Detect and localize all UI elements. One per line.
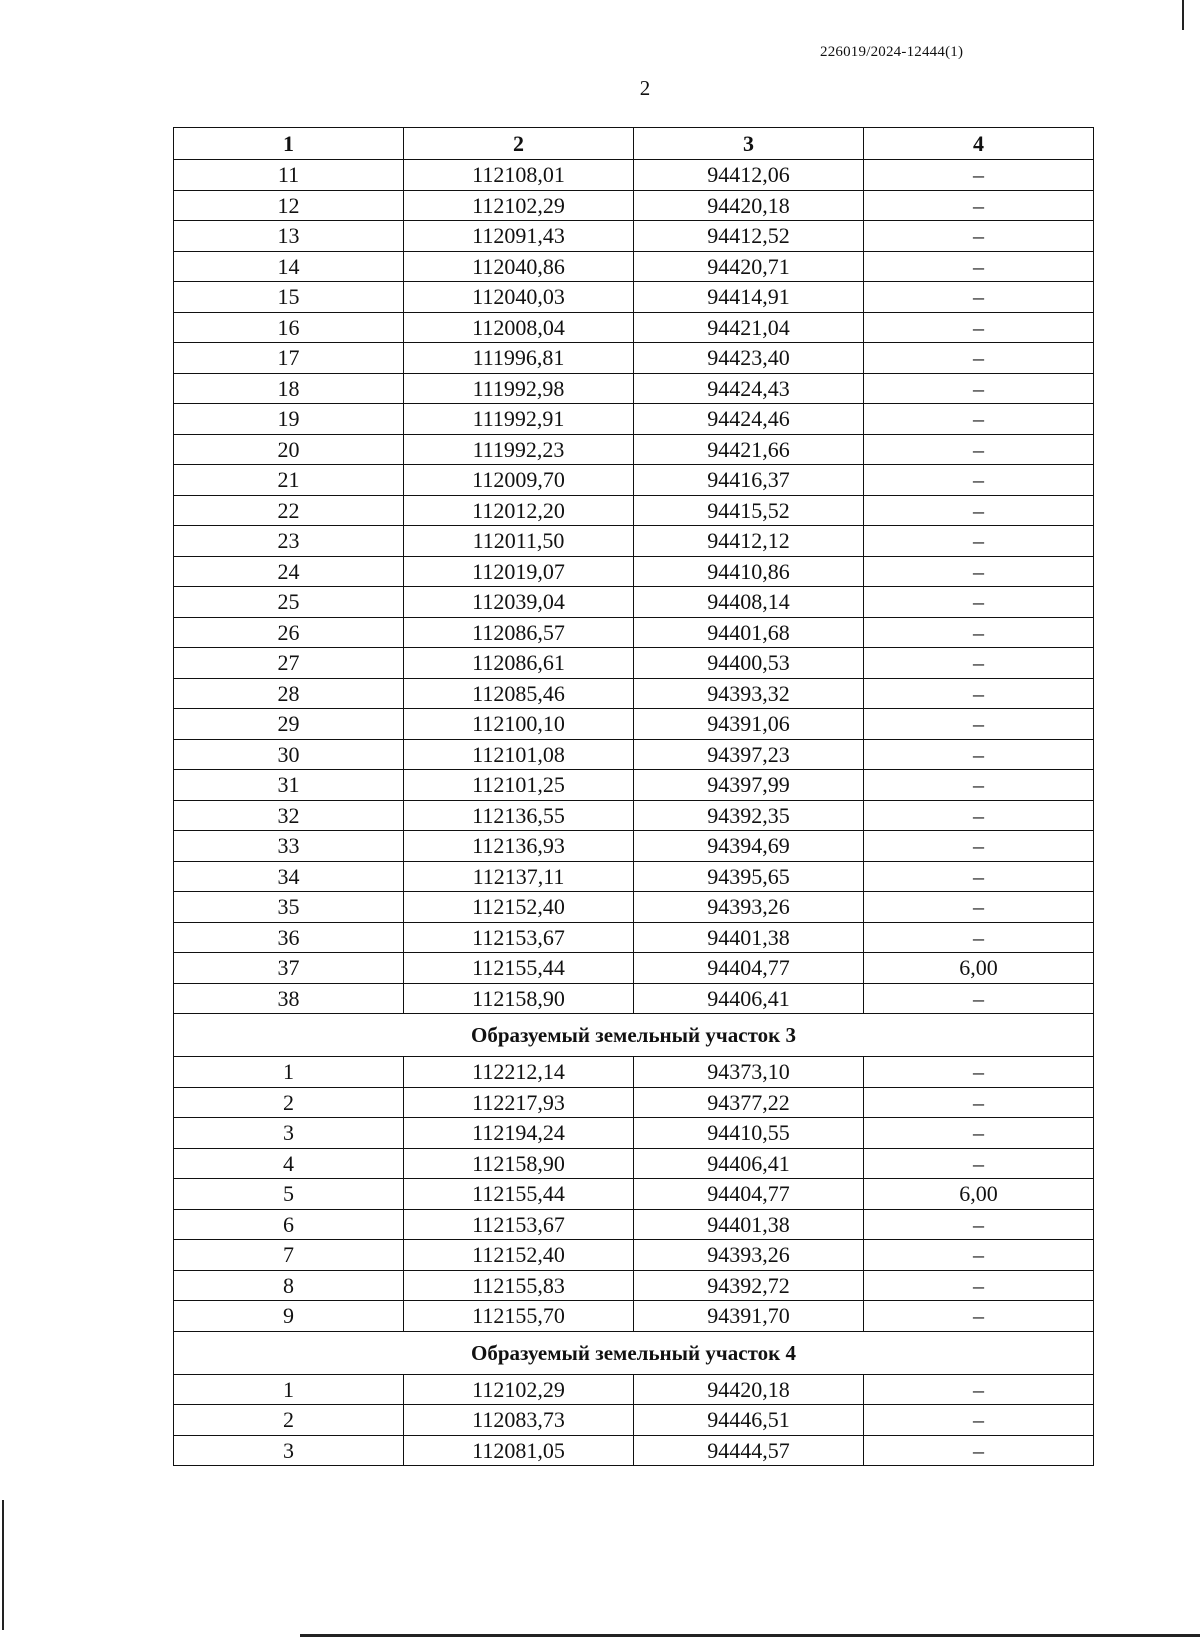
table-cell: 17	[174, 343, 404, 374]
table-cell: 112040,03	[404, 282, 634, 313]
table-row	[174, 709, 1094, 740]
table-cell: –	[864, 526, 1094, 557]
table-cell: 94397,23	[634, 739, 864, 770]
table-cell: 112011,50	[404, 526, 634, 557]
table-row	[174, 1374, 1094, 1405]
column-header: 1	[174, 128, 404, 160]
table-cell: –	[864, 1405, 1094, 1436]
table-cell: 8	[174, 1270, 404, 1301]
table-cell: 14	[174, 251, 404, 282]
table-cell: 19	[174, 404, 404, 435]
table-cell: 31	[174, 770, 404, 801]
table-cell: 94412,06	[634, 160, 864, 191]
table-row	[174, 434, 1094, 465]
table-cell: 112086,57	[404, 617, 634, 648]
table-cell: 24	[174, 556, 404, 587]
table-cell: 21	[174, 465, 404, 496]
table-cell: 36	[174, 922, 404, 953]
table-cell: 15	[174, 282, 404, 313]
table-row	[174, 190, 1094, 221]
table-cell: 112101,25	[404, 770, 634, 801]
table-row	[174, 465, 1094, 496]
table-cell: 112102,29	[404, 1374, 634, 1405]
table-cell: –	[864, 1301, 1094, 1332]
table-header-row	[174, 128, 1094, 160]
table-cell: –	[864, 1118, 1094, 1149]
table-cell: 112137,11	[404, 861, 634, 892]
table-row	[174, 221, 1094, 252]
table-cell: –	[864, 922, 1094, 953]
table-cell: 16	[174, 312, 404, 343]
table-cell: 94410,86	[634, 556, 864, 587]
table-cell: 112081,05	[404, 1435, 634, 1466]
table-cell: 6	[174, 1209, 404, 1240]
table-cell: 111996,81	[404, 343, 634, 374]
table-cell: 94391,70	[634, 1301, 864, 1332]
table-cell: 94404,77	[634, 953, 864, 984]
table-cell: –	[864, 282, 1094, 313]
table-cell: 94424,43	[634, 373, 864, 404]
table-cell: 94421,04	[634, 312, 864, 343]
table-cell: 94395,65	[634, 861, 864, 892]
table-cell: –	[864, 831, 1094, 862]
table-cell: 94406,41	[634, 983, 864, 1014]
table-cell: 28	[174, 678, 404, 709]
table-cell: 112217,93	[404, 1087, 634, 1118]
table-cell: 112085,46	[404, 678, 634, 709]
table-row	[174, 1057, 1094, 1088]
table-cell: 12	[174, 190, 404, 221]
table-row	[174, 1179, 1094, 1210]
table-cell: 94373,10	[634, 1057, 864, 1088]
table-cell: –	[864, 312, 1094, 343]
table-cell: –	[864, 373, 1094, 404]
table-cell: –	[864, 983, 1094, 1014]
table-cell: 112153,67	[404, 1209, 634, 1240]
table-cell: 112194,24	[404, 1118, 634, 1149]
table-row	[174, 953, 1094, 984]
table-cell: –	[864, 221, 1094, 252]
table-row	[174, 1435, 1094, 1466]
table-cell: 94393,26	[634, 1240, 864, 1271]
table-cell: 2	[174, 1087, 404, 1118]
table-cell: 112040,86	[404, 251, 634, 282]
table-cell: 94446,51	[634, 1405, 864, 1436]
table-cell: 112136,55	[404, 800, 634, 831]
table-row	[174, 922, 1094, 953]
table-row	[174, 1240, 1094, 1271]
table-cell: –	[864, 404, 1094, 435]
table-row	[174, 251, 1094, 282]
table-row	[174, 556, 1094, 587]
table-cell: 112091,43	[404, 221, 634, 252]
table-cell: 23	[174, 526, 404, 557]
table-cell: 94410,55	[634, 1118, 864, 1149]
table-row	[174, 343, 1094, 374]
table-cell: –	[864, 587, 1094, 618]
table-cell: 112155,44	[404, 1179, 634, 1210]
table-cell: 34	[174, 861, 404, 892]
table-cell: 94406,41	[634, 1148, 864, 1179]
table-cell: 94391,06	[634, 709, 864, 740]
table-cell: 94392,35	[634, 800, 864, 831]
table-cell: 112019,07	[404, 556, 634, 587]
table-cell: 112155,44	[404, 953, 634, 984]
table-cell: –	[864, 800, 1094, 831]
table-row	[174, 770, 1094, 801]
column-header: 2	[404, 128, 634, 160]
table-cell: 9	[174, 1301, 404, 1332]
table-cell: –	[864, 1240, 1094, 1271]
table-cell: 112083,73	[404, 1405, 634, 1436]
table-row	[174, 282, 1094, 313]
table-row	[174, 404, 1094, 435]
table-cell: 20	[174, 434, 404, 465]
table-row	[174, 892, 1094, 923]
section-row	[174, 1331, 1094, 1374]
document-number: 226019/2024-12444(1)	[820, 44, 964, 60]
table-cell: 112152,40	[404, 1240, 634, 1271]
table-cell: 94400,53	[634, 648, 864, 679]
table-cell: 112108,01	[404, 160, 634, 191]
table-cell: 112100,10	[404, 709, 634, 740]
table-cell: 94401,38	[634, 922, 864, 953]
table-cell: 94420,18	[634, 190, 864, 221]
column-header: 3	[634, 128, 864, 160]
table-row	[174, 587, 1094, 618]
table-cell: –	[864, 1435, 1094, 1466]
scan-edge-mark	[1182, 0, 1184, 30]
table-cell: 94412,52	[634, 221, 864, 252]
table-cell: –	[864, 1374, 1094, 1405]
table-cell: 3	[174, 1435, 404, 1466]
table-cell: –	[864, 556, 1094, 587]
table-row	[174, 373, 1094, 404]
table-row	[174, 1270, 1094, 1301]
table-cell: –	[864, 892, 1094, 923]
table-cell: –	[864, 160, 1094, 191]
table-row	[174, 160, 1094, 191]
table-cell: 112152,40	[404, 892, 634, 923]
table-cell: –	[864, 190, 1094, 221]
table-cell: 94424,46	[634, 404, 864, 435]
table-cell: 112153,67	[404, 922, 634, 953]
table-cell: 94401,38	[634, 1209, 864, 1240]
table-row	[174, 495, 1094, 526]
table-cell: 1	[174, 1057, 404, 1088]
table-row	[174, 983, 1094, 1014]
section-row	[174, 1014, 1094, 1057]
table-row	[174, 648, 1094, 679]
table-cell: 32	[174, 800, 404, 831]
section-title: Образуемый земельный участок 4	[174, 1331, 1094, 1374]
table-cell: 94393,26	[634, 892, 864, 923]
table-cell: –	[864, 648, 1094, 679]
table-cell: 29	[174, 709, 404, 740]
table-row	[174, 526, 1094, 557]
table-cell: –	[864, 709, 1094, 740]
table-cell: 112158,90	[404, 983, 634, 1014]
table-cell: 94421,66	[634, 434, 864, 465]
table-cell: 7	[174, 1240, 404, 1271]
table-cell: 94393,32	[634, 678, 864, 709]
table-cell: 11	[174, 160, 404, 191]
table-row	[174, 312, 1094, 343]
table-cell: 6,00	[864, 1179, 1094, 1210]
table-cell: 25	[174, 587, 404, 618]
table-cell: –	[864, 343, 1094, 374]
table-cell: 94423,40	[634, 343, 864, 374]
table-cell: 94397,99	[634, 770, 864, 801]
table-cell: 94444,57	[634, 1435, 864, 1466]
table-cell: 112008,04	[404, 312, 634, 343]
table-cell: 112009,70	[404, 465, 634, 496]
table-row	[174, 1118, 1094, 1149]
table-cell: –	[864, 495, 1094, 526]
table-cell: 112101,08	[404, 739, 634, 770]
column-header: 4	[864, 128, 1094, 160]
table-cell: –	[864, 861, 1094, 892]
table-cell: –	[864, 1209, 1094, 1240]
table-cell: –	[864, 770, 1094, 801]
table-cell: 94412,12	[634, 526, 864, 557]
table-cell: 94404,77	[634, 1179, 864, 1210]
table-cell: 18	[174, 373, 404, 404]
table-cell: 38	[174, 983, 404, 1014]
table-cell: 111992,98	[404, 373, 634, 404]
table-cell: 94416,37	[634, 465, 864, 496]
table-cell: –	[864, 617, 1094, 648]
table-cell: –	[864, 1057, 1094, 1088]
coordinates-table	[173, 127, 1094, 1466]
table-cell: 94414,91	[634, 282, 864, 313]
table-cell: 94420,18	[634, 1374, 864, 1405]
table-cell: –	[864, 678, 1094, 709]
table-cell: 26	[174, 617, 404, 648]
table-cell: 112155,83	[404, 1270, 634, 1301]
table-row	[174, 617, 1094, 648]
table-cell: 94394,69	[634, 831, 864, 862]
table-cell: –	[864, 251, 1094, 282]
table-row	[174, 1209, 1094, 1240]
table-cell: 112102,29	[404, 190, 634, 221]
table-cell: –	[864, 465, 1094, 496]
table-cell: 5	[174, 1179, 404, 1210]
table-cell: –	[864, 739, 1094, 770]
table-cell: 112086,61	[404, 648, 634, 679]
table-cell: 94377,22	[634, 1087, 864, 1118]
table-cell: 112136,93	[404, 831, 634, 862]
table-cell: 22	[174, 495, 404, 526]
table-row	[174, 861, 1094, 892]
page-number: 2	[639, 76, 651, 100]
table-row	[174, 1148, 1094, 1179]
table-cell: –	[864, 434, 1094, 465]
table-cell: 2	[174, 1405, 404, 1436]
table-cell: 111992,23	[404, 434, 634, 465]
table-cell: 111992,91	[404, 404, 634, 435]
table-cell: 94415,52	[634, 495, 864, 526]
table-cell: 1	[174, 1374, 404, 1405]
table-cell: 27	[174, 648, 404, 679]
table-cell: 94401,68	[634, 617, 864, 648]
table-row	[174, 1087, 1094, 1118]
table-row	[174, 678, 1094, 709]
table-row	[174, 800, 1094, 831]
table-row	[174, 1301, 1094, 1332]
table-cell: –	[864, 1270, 1094, 1301]
table-cell: 112212,14	[404, 1057, 634, 1088]
table-cell: 35	[174, 892, 404, 923]
table-cell: 94420,71	[634, 251, 864, 282]
table-body	[174, 160, 1094, 1466]
section-title: Образуемый земельный участок 3	[174, 1014, 1094, 1057]
table-cell: 94408,14	[634, 587, 864, 618]
table-cell: 33	[174, 831, 404, 862]
scan-bottom-rule	[300, 1634, 1200, 1637]
table-cell: 112012,20	[404, 495, 634, 526]
table-cell: 3	[174, 1118, 404, 1149]
table-cell: 94392,72	[634, 1270, 864, 1301]
table-cell: 6,00	[864, 953, 1094, 984]
table-cell: 13	[174, 221, 404, 252]
table-cell: –	[864, 1087, 1094, 1118]
table-cell: 112039,04	[404, 587, 634, 618]
table-row	[174, 1405, 1094, 1436]
table-cell: 112155,70	[404, 1301, 634, 1332]
scan-edge-mark	[2, 1500, 4, 1630]
table-cell: –	[864, 1148, 1094, 1179]
table-row	[174, 739, 1094, 770]
table-cell: 112158,90	[404, 1148, 634, 1179]
table-cell: 4	[174, 1148, 404, 1179]
table-row	[174, 831, 1094, 862]
table-cell: 37	[174, 953, 404, 984]
table-cell: 30	[174, 739, 404, 770]
